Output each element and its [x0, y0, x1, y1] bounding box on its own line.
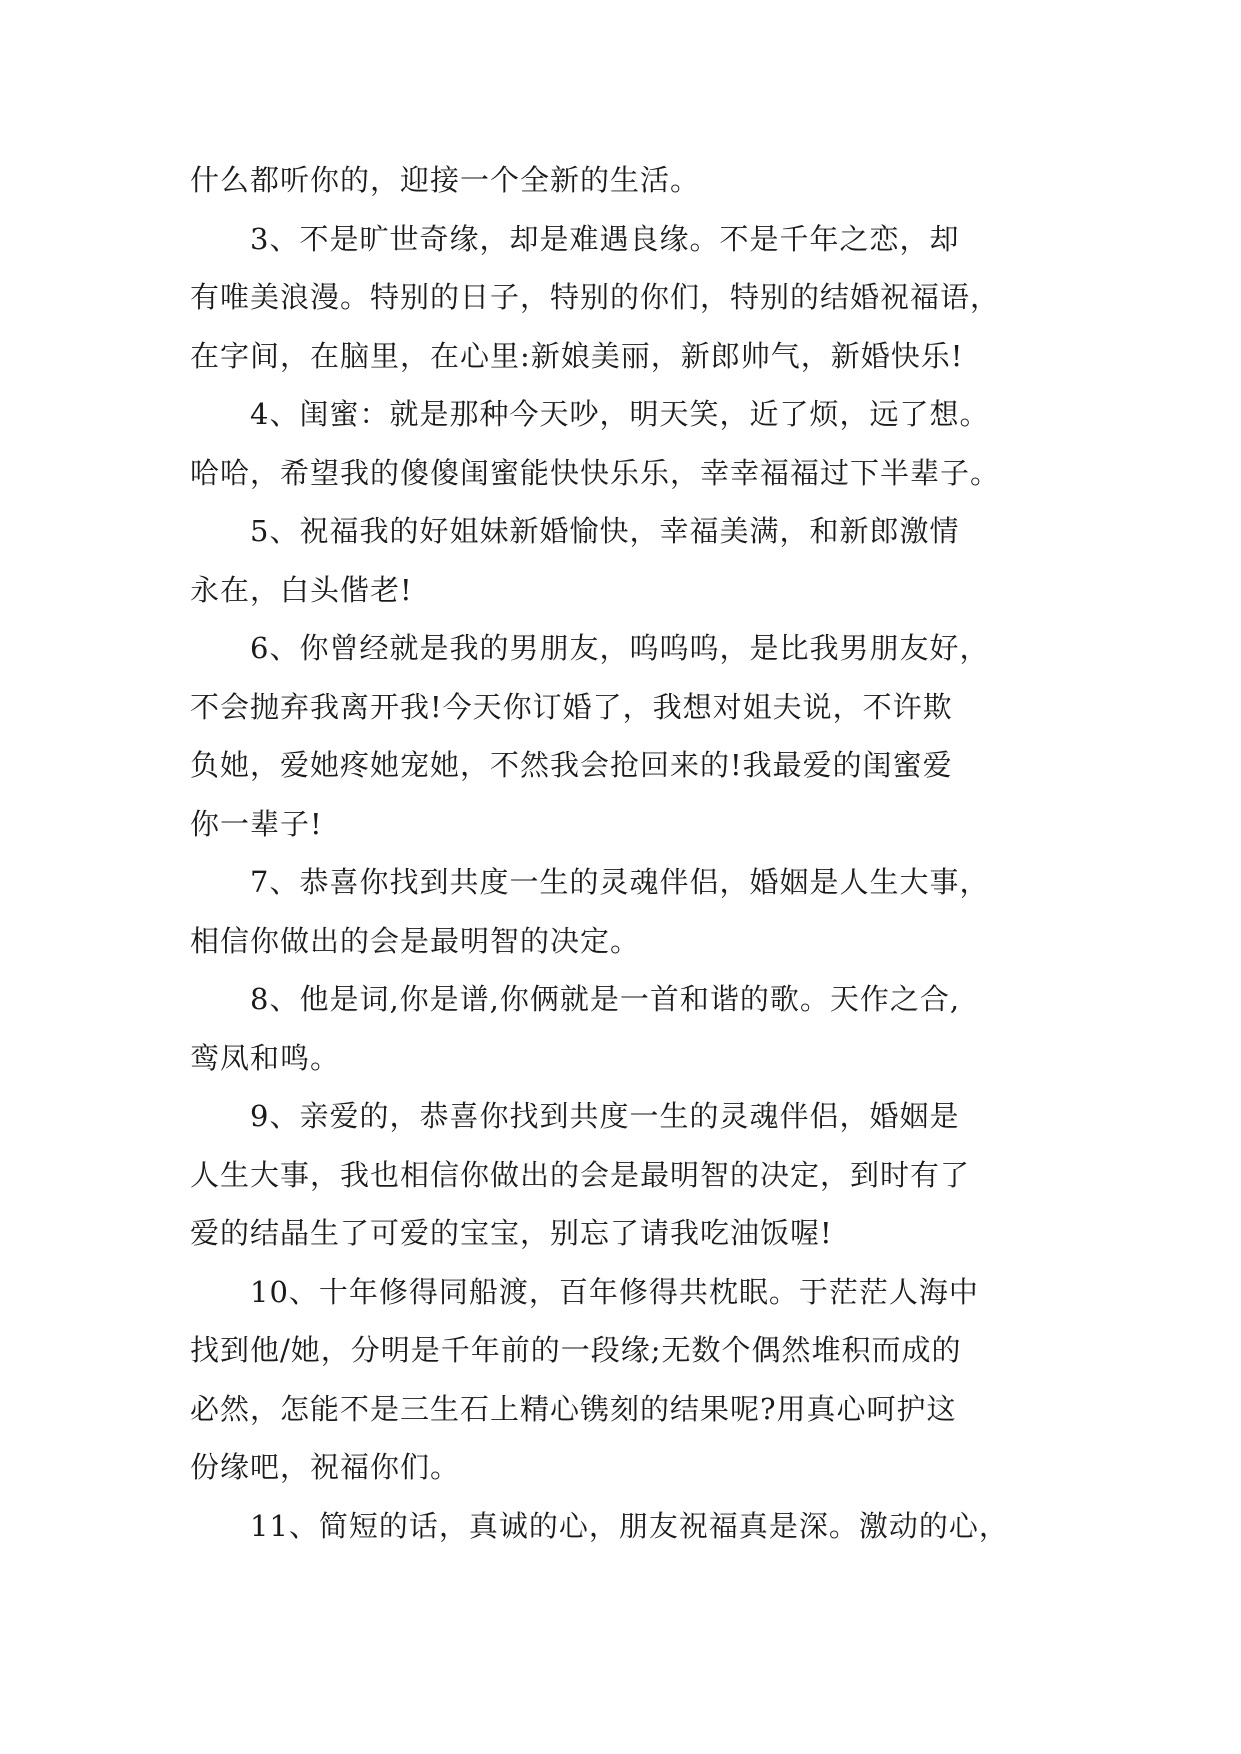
text-line: 9、亲爱的，恭喜你找到共度一生的灵魂伴侣，婚姻是	[250, 1099, 960, 1133]
text-line: 哈哈，希望我的傻傻闺蜜能快快乐乐，幸幸福福过下半辈子。	[190, 455, 1001, 490]
text-line: 8、他是词,你是谱,你俩就是一首和谐的歌。天作之合,	[250, 982, 961, 1016]
document-body	[190, 160, 1050, 1564]
text-line: 找到他/她，分明是千年前的一段缘;无数个偶然堆积而成的	[190, 1333, 962, 1367]
text-line: 什么都听你的，迎接一个全新的生活。	[190, 163, 701, 197]
text-line: 4、闺蜜：就是那种今天吵，明天笑，近了烦，远了想。	[250, 397, 990, 431]
text-line: 不会抛弃我离开我!今天你订婚了，我想对姐夫说，不许欺	[190, 689, 953, 724]
text-line: 有唯美浪漫。特别的日子，特别的你们，特别的结婚祝福语，	[190, 280, 1001, 314]
text-line: 人生大事，我也相信你做出的会是最明智的决定，到时有了	[190, 1157, 971, 1192]
text-line: 7、恭喜你找到共度一生的灵魂伴侣，婚姻是人生大事，	[250, 865, 990, 899]
text-line: 永在，白头偕老!	[190, 572, 413, 607]
text-line: 必然，怎能不是三生石上精心镌刻的结果呢?用真心呵护这	[190, 1391, 957, 1426]
text-line: 5、祝福我的好姐妹新婚愉快，幸福美满，和新郎激情	[250, 514, 960, 548]
text-line: 10、十年修得同船渡，百年修得共枕眠。于茫茫人海中	[250, 1274, 979, 1309]
text-line: 你一辈子!	[190, 806, 323, 841]
text-line: 爱的结晶生了可爱的宝宝，别忘了请我吃油饭喔!	[190, 1216, 833, 1250]
text-line: 份缘吧，祝福你们。	[190, 1450, 461, 1484]
text-line: 鸾凤和鸣。	[190, 1040, 341, 1075]
text-line: 在字间，在脑里，在心里:新娘美丽，新郎帅气，新婚快乐!	[190, 338, 964, 373]
text-line: 3、不是旷世奇缘，却是难遇良缘。不是千年之恋，却	[250, 221, 960, 256]
text-line: 11、简短的话，真诚的心，朋友祝福真是深。激动的心，	[250, 1508, 1009, 1543]
text-line: 负她，爱她疼她宠她，不然我会抢回来的!我最爱的闺蜜爱	[190, 748, 953, 782]
text-line: 6、你曾经就是我的男朋友，呜呜呜，是比我男朋友好，	[250, 631, 990, 665]
text-line: 相信你做出的会是最明智的决定。	[190, 923, 641, 958]
